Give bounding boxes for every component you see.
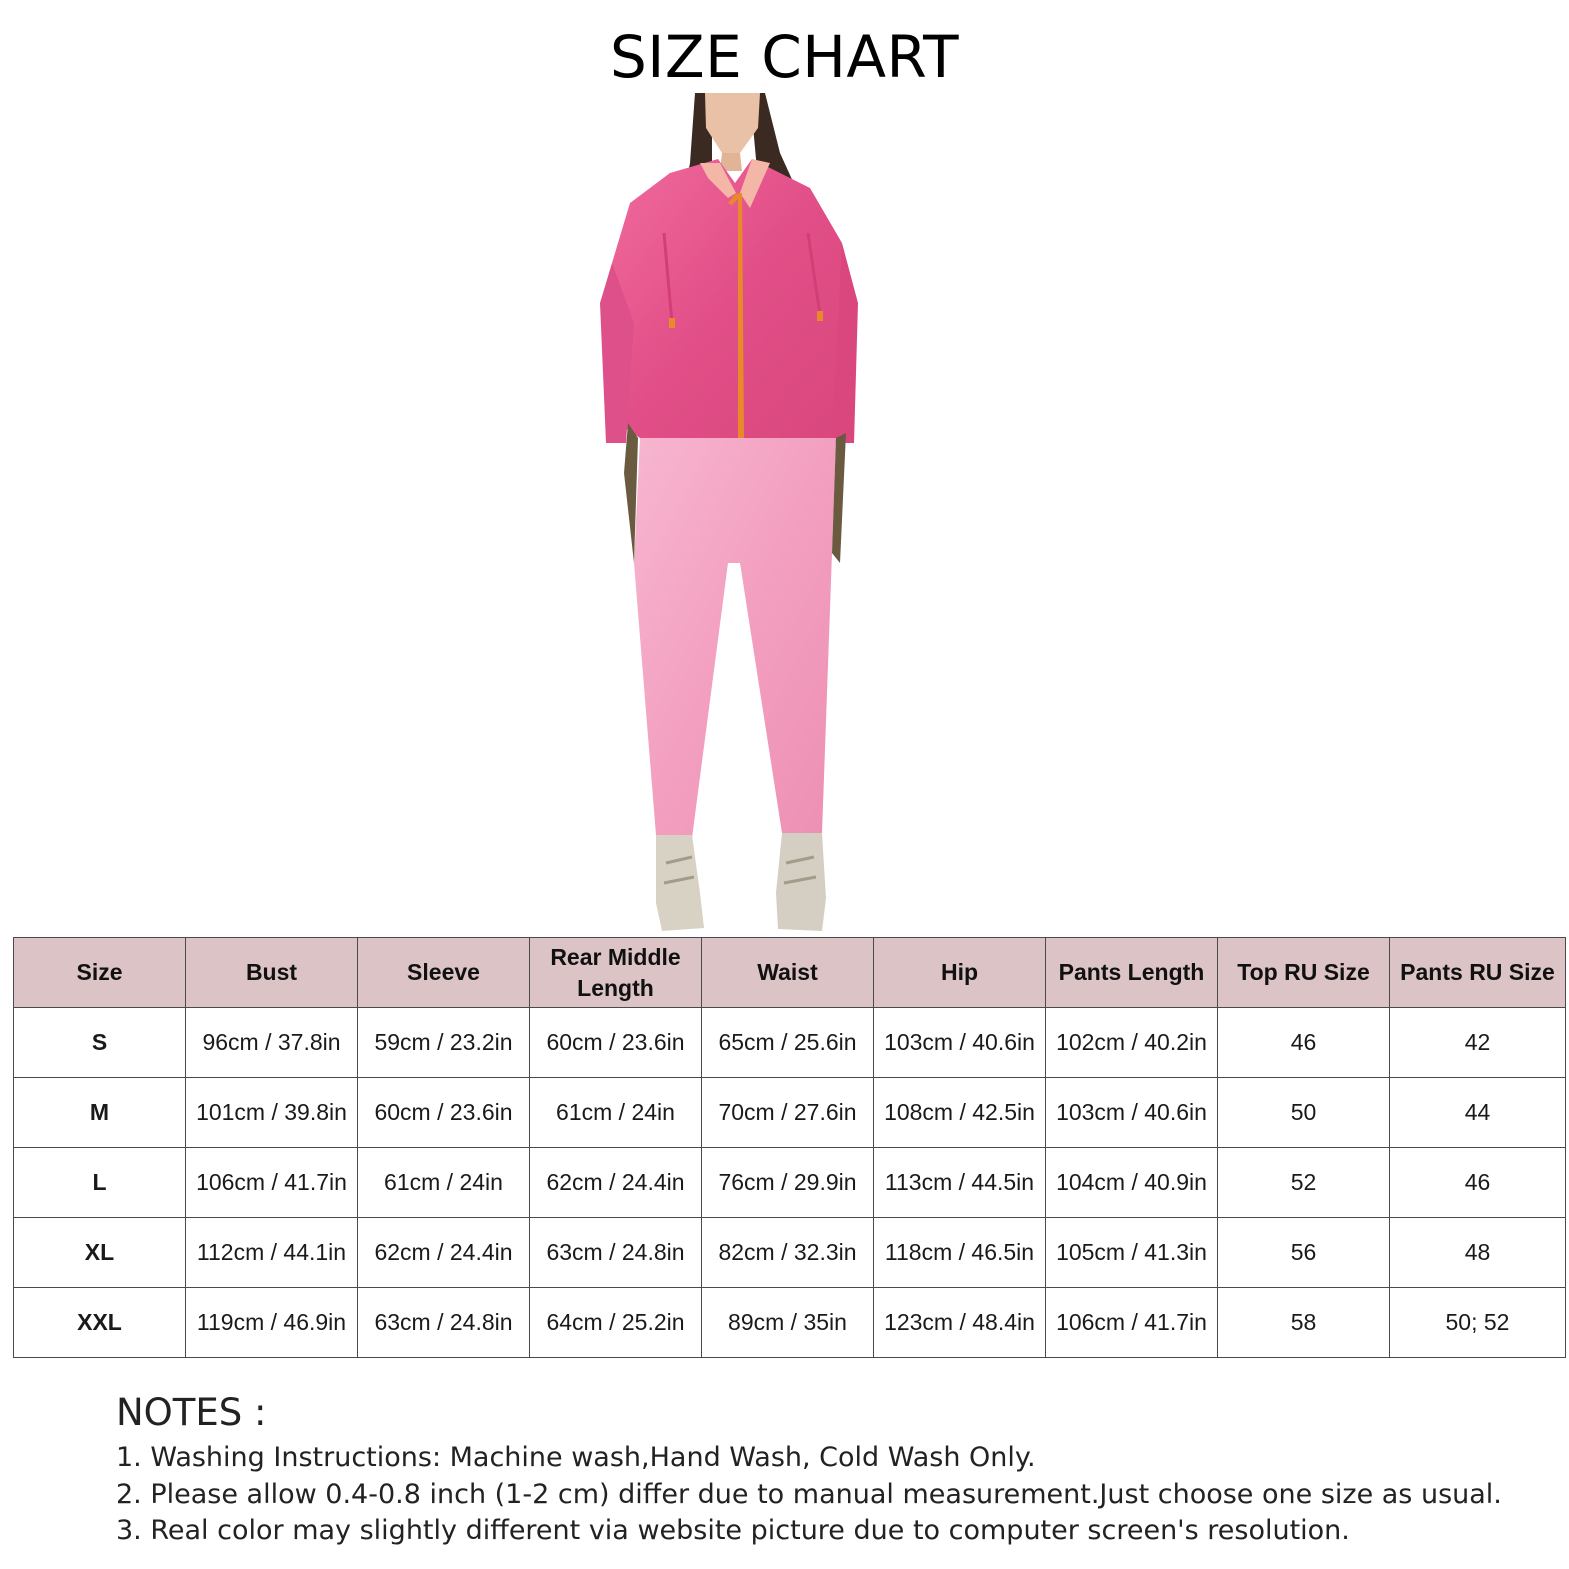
rear-middle-length-cell: 63cm / 24.8in [530, 1218, 702, 1288]
size-cell: S [14, 1008, 186, 1078]
sleeve-cell: 63cm / 24.8in [358, 1288, 530, 1358]
header-size: Size [14, 938, 186, 1008]
top-ru-size-cell: 56 [1218, 1218, 1390, 1288]
pants-ru-size-cell: 42 [1390, 1008, 1566, 1078]
notes-list [116, 1440, 1536, 1550]
note-item: 1. Washing Instructions: Machine wash,Hand Wash, Cold Wash Only. [116, 1442, 1036, 1473]
hip-cell: 113cm / 44.5in [874, 1148, 1046, 1218]
sleeve-cell: 62cm / 24.4in [358, 1218, 530, 1288]
bust-cell: 101cm / 39.8in [186, 1078, 358, 1148]
size-chart-table [13, 937, 1566, 1358]
pants-ru-size-cell: 48 [1390, 1218, 1566, 1288]
size-cell: XL [14, 1218, 186, 1288]
table-row [14, 1148, 1566, 1218]
size-cell: M [14, 1078, 186, 1148]
model-illustration [600, 93, 860, 936]
table-row [14, 1288, 1566, 1358]
hip-cell: 123cm / 48.4in [874, 1288, 1046, 1358]
table-row [14, 1008, 1566, 1078]
note-item: 3. Real color may slightly different via website picture due to computer screen's resolution. [116, 1515, 1350, 1546]
pants-length-cell: 104cm / 40.9in [1046, 1148, 1218, 1218]
header-hip: Hip [874, 938, 1046, 1008]
header-rear-middle-length: Rear Middle Length [530, 938, 702, 1008]
hip-cell: 103cm / 40.6in [874, 1008, 1046, 1078]
header-waist: Waist [702, 938, 874, 1008]
page-title: SIZE CHART [609, 23, 960, 91]
top-ru-size-cell: 50 [1218, 1078, 1390, 1148]
pants-length-cell: 103cm / 40.6in [1046, 1078, 1218, 1148]
sleeve-cell: 61cm / 24in [358, 1148, 530, 1218]
rear-middle-length-cell: 61cm / 24in [530, 1078, 702, 1148]
header-bust: Bust [186, 938, 358, 1008]
waist-cell: 82cm / 32.3in [702, 1218, 874, 1288]
size-cell: L [14, 1148, 186, 1218]
table-header-row [14, 938, 1566, 1008]
header-pants-length: Pants Length [1046, 938, 1218, 1008]
bust-cell: 106cm / 41.7in [186, 1148, 358, 1218]
rear-middle-length-cell: 64cm / 25.2in [530, 1288, 702, 1358]
sleeve-cell: 59cm / 23.2in [358, 1008, 530, 1078]
hip-cell: 118cm / 46.5in [874, 1218, 1046, 1288]
pants-ru-size-cell: 46 [1390, 1148, 1566, 1218]
pants-length-cell: 105cm / 41.3in [1046, 1218, 1218, 1288]
top-ru-size-cell: 58 [1218, 1288, 1390, 1358]
waist-cell: 76cm / 29.9in [702, 1148, 874, 1218]
waist-cell: 89cm / 35in [702, 1288, 874, 1358]
note-item: 2. Please allow 0.4-0.8 inch (1-2 cm) differ due to manual measurement.Just choose one size as usual. [116, 1478, 1502, 1510]
bust-cell: 96cm / 37.8in [186, 1008, 358, 1078]
top-ru-size-cell: 46 [1218, 1008, 1390, 1078]
bust-cell: 112cm / 44.1in [186, 1218, 358, 1288]
pants-ru-size-cell: 50; 52 [1390, 1288, 1566, 1358]
header-sleeve: Sleeve [358, 938, 530, 1008]
size-cell: XXL [14, 1288, 186, 1358]
model-photo [600, 93, 860, 936]
pants-length-cell: 106cm / 41.7in [1046, 1288, 1218, 1358]
waist-cell: 70cm / 27.6in [702, 1078, 874, 1148]
bust-cell: 119cm / 46.9in [186, 1288, 358, 1358]
header-top-ru-size: Top RU Size [1218, 938, 1390, 1008]
pants-ru-size-cell: 44 [1390, 1078, 1566, 1148]
waist-cell: 65cm / 25.6in [702, 1008, 874, 1078]
table-row [14, 1218, 1566, 1288]
sleeve-cell: 60cm / 23.6in [358, 1078, 530, 1148]
hip-cell: 108cm / 42.5in [874, 1078, 1046, 1148]
pants-length-cell: 102cm / 40.2in [1046, 1008, 1218, 1078]
header-pants-ru-size: Pants RU Size [1390, 938, 1566, 1008]
table-row [14, 1078, 1566, 1148]
rear-middle-length-cell: 60cm / 23.6in [530, 1008, 702, 1078]
notes-title: NOTES : [116, 1391, 267, 1434]
rear-middle-length-cell: 62cm / 24.4in [530, 1148, 702, 1218]
top-ru-size-cell: 52 [1218, 1148, 1390, 1218]
notes-section [116, 1388, 1536, 1550]
